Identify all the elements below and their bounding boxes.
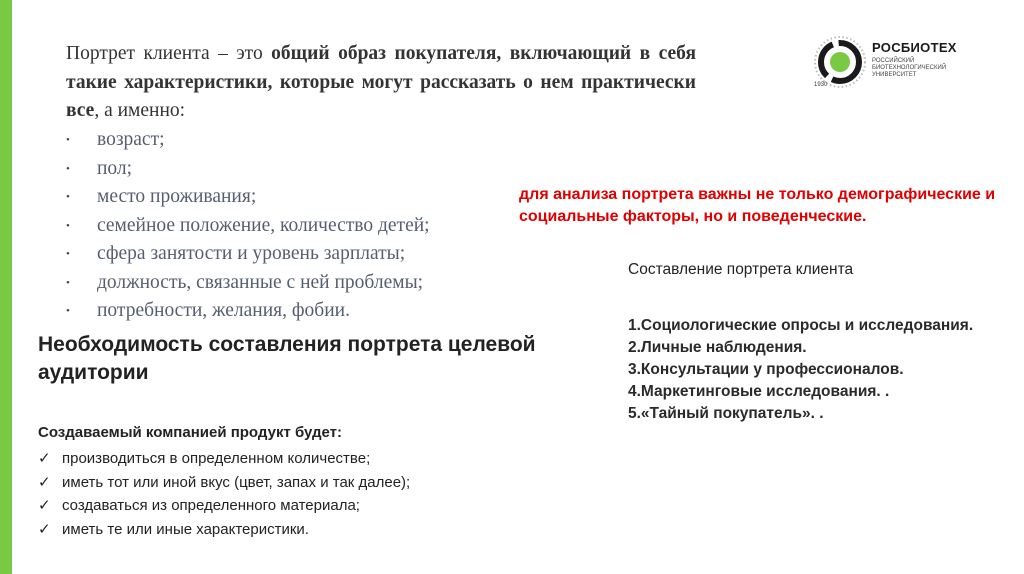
list-item: 1.Социологические опросы и исследования. xyxy=(628,317,974,334)
green-accent-bar xyxy=(0,0,12,574)
product-checklist xyxy=(38,447,410,541)
rosbiotech-logo xyxy=(812,34,1012,86)
list-item: 5.«Тайный покупатель». . xyxy=(628,405,824,422)
methods-list xyxy=(628,315,988,425)
definition-text-2: , а именно: xyxy=(94,100,186,121)
list-item xyxy=(38,471,410,495)
logo-year: 1930 xyxy=(814,82,828,88)
list-item xyxy=(38,447,410,471)
check-icon: ✓ xyxy=(38,497,51,514)
list-item: • сфера занятости и уровень зарплаты; xyxy=(66,240,430,269)
red-highlight-note: для анализа портрета важны не только демографические и социальные факторы, но и поведенческие. xyxy=(519,186,996,225)
logo-subtitle: РОССИЙСКИЙ БИОТЕХНОЛОГИЧЕСКИЙ УНИВЕРСИТЕТ xyxy=(872,58,947,78)
list-item: 2.Личные наблюдения. xyxy=(628,339,807,356)
list-item: • потребности, желания, фобии. xyxy=(66,297,430,326)
list-item: • пол; xyxy=(66,155,430,184)
product-subtitle: Создаваемый компанией продукт будет: xyxy=(38,424,343,441)
logo-name: РОСБИОТЕХ xyxy=(872,40,957,55)
list-item-label: создаваться из определенного материала; xyxy=(62,497,360,514)
definition-bullet-list xyxy=(66,126,430,326)
list-item xyxy=(38,518,410,542)
list-item: • должность, связанные с ней проблемы; xyxy=(66,269,430,298)
list-item-label: иметь тот или иной вкус (цвет, запах и так далее); xyxy=(62,473,411,491)
need-title: Необходимость составления портрета целевой аудитории xyxy=(38,333,536,384)
list-item xyxy=(38,494,410,518)
list-item: • возраст; xyxy=(66,126,430,155)
check-icon: ✓ xyxy=(38,520,51,538)
check-icon: ✓ xyxy=(38,473,51,491)
definition-bold-text: общий образ покупателя, включающий в себя такие характеристики, которые могут рассказать о нем практически все xyxy=(66,43,696,121)
list-item: • семейное положение, количество детей; xyxy=(66,212,430,241)
list-item: 3.Консультации у профессионалов. xyxy=(628,361,904,378)
check-icon: ✓ xyxy=(38,450,51,467)
list-item-label: иметь те или иные характеристики. xyxy=(62,520,309,538)
logo-ring-icon xyxy=(812,34,868,90)
list-item-label: производиться в определенном количестве; xyxy=(62,450,371,467)
methods-title: Составление портрета клиента xyxy=(628,261,854,278)
client-portrait-definition xyxy=(66,40,696,126)
list-item: 4.Маркетинговые исследования. . xyxy=(628,383,890,400)
list-item: • место проживания; xyxy=(66,183,430,212)
definition-text-1: Портрет клиента – это xyxy=(66,43,272,64)
